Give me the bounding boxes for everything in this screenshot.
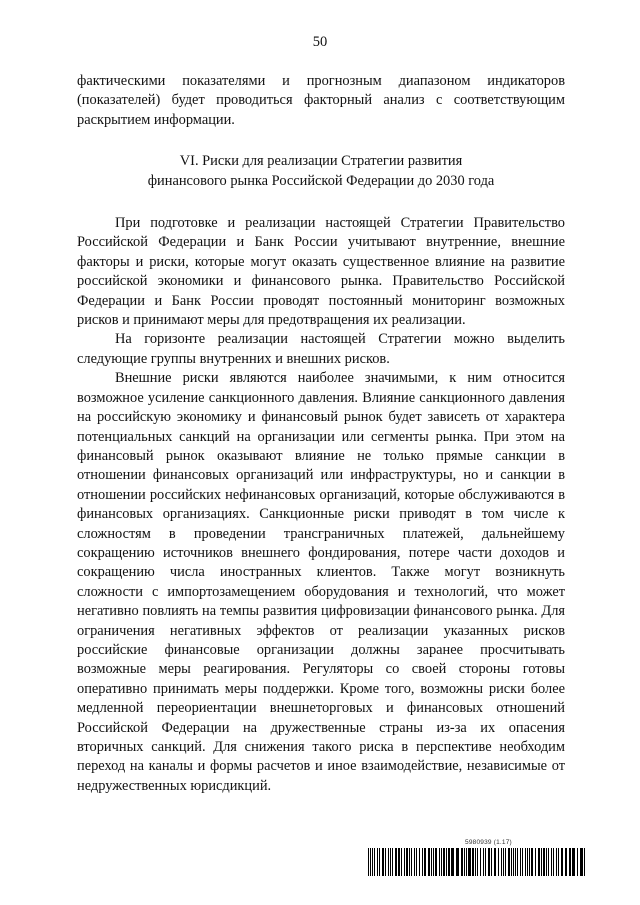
- paragraph-1: При подготовке и реализации настоящей Стратегии Правительство Российской Федерации и Банк России учитывают внутренние, внешние факторы и риски, которые могут оказать существенное влияние на развитие российской экономики и финансового рынка. Правительство Российской Федерации и Банк России проводят постоянный мониторинг возможных рисков и принимают меры для предотвращения их реализации.: [77, 215, 565, 329]
- paragraph-2: На горизонте реализации настоящей Стратегии можно выделить следующие группы внутренних и внешних рисков.: [77, 331, 565, 367]
- document-code: 5980939 (1.17): [465, 839, 512, 846]
- intro-paragraph: фактическими показателями и прогнозным диапазоном индикаторов (показателей) будет проводиться факторный анализ с соответствующим раскрытием информации.: [77, 73, 565, 128]
- barcode-icon: [368, 848, 588, 876]
- document-footer: [368, 839, 588, 879]
- section-title-line-1: VI. Риски для реализации Стратегии развития: [179, 153, 463, 170]
- page-number: 50: [312, 34, 328, 50]
- paragraph-3: Внешние риски являются наиболее значимыми, к ним относится возможное усиление санкционного давления. Влияние санкционного давления на российскую экономику и финансовый рынок будет зависеть от характера потенциальных санкций на организации или сегменты рынка. При этом на финансовый рынок оказывают влияние не только прямые санкции в отношении финансовых организаций или инфраструктуры, но и санкции в отношении российских нефинансовых организаций, которые обслуживаются в финансовых организациях. Санкционные риски приводят в том числе к сложностям в проведении трансграничных платежей, дальнейшему сокращению источников внешнего фондирования, потере части доходов и сокращению числа иностранных клиентов. Также могут возникнуть сложности с импортозамещением оборудования и технологий, что может негативно повлиять на темпы развития цифровизации финансового рынка. Для ограничения негативных эффектов от реализации указанных рисков российские финансовые организации должны заранее просчитывать возможные меры реагирования. Регуляторы со своей стороны готовы оперативно принимать меры поддержки. Кроме того, возможны риски более медленной переориентации внешнеторговых и финансовых отношений Российской Федерации на дружественные страны из-за их опасения вторичных санкций. Для снижения такого риска в перспективе необходим переход на каналы и формы расчетов и иное взаимодействие, независимые от недружественных юрисдикций.: [77, 370, 565, 794]
- section-title-line-2: финансового рынка Российской Федерации до 2030 года: [147, 172, 495, 189]
- section-title: [77, 152, 565, 191]
- document-body: [77, 72, 565, 796]
